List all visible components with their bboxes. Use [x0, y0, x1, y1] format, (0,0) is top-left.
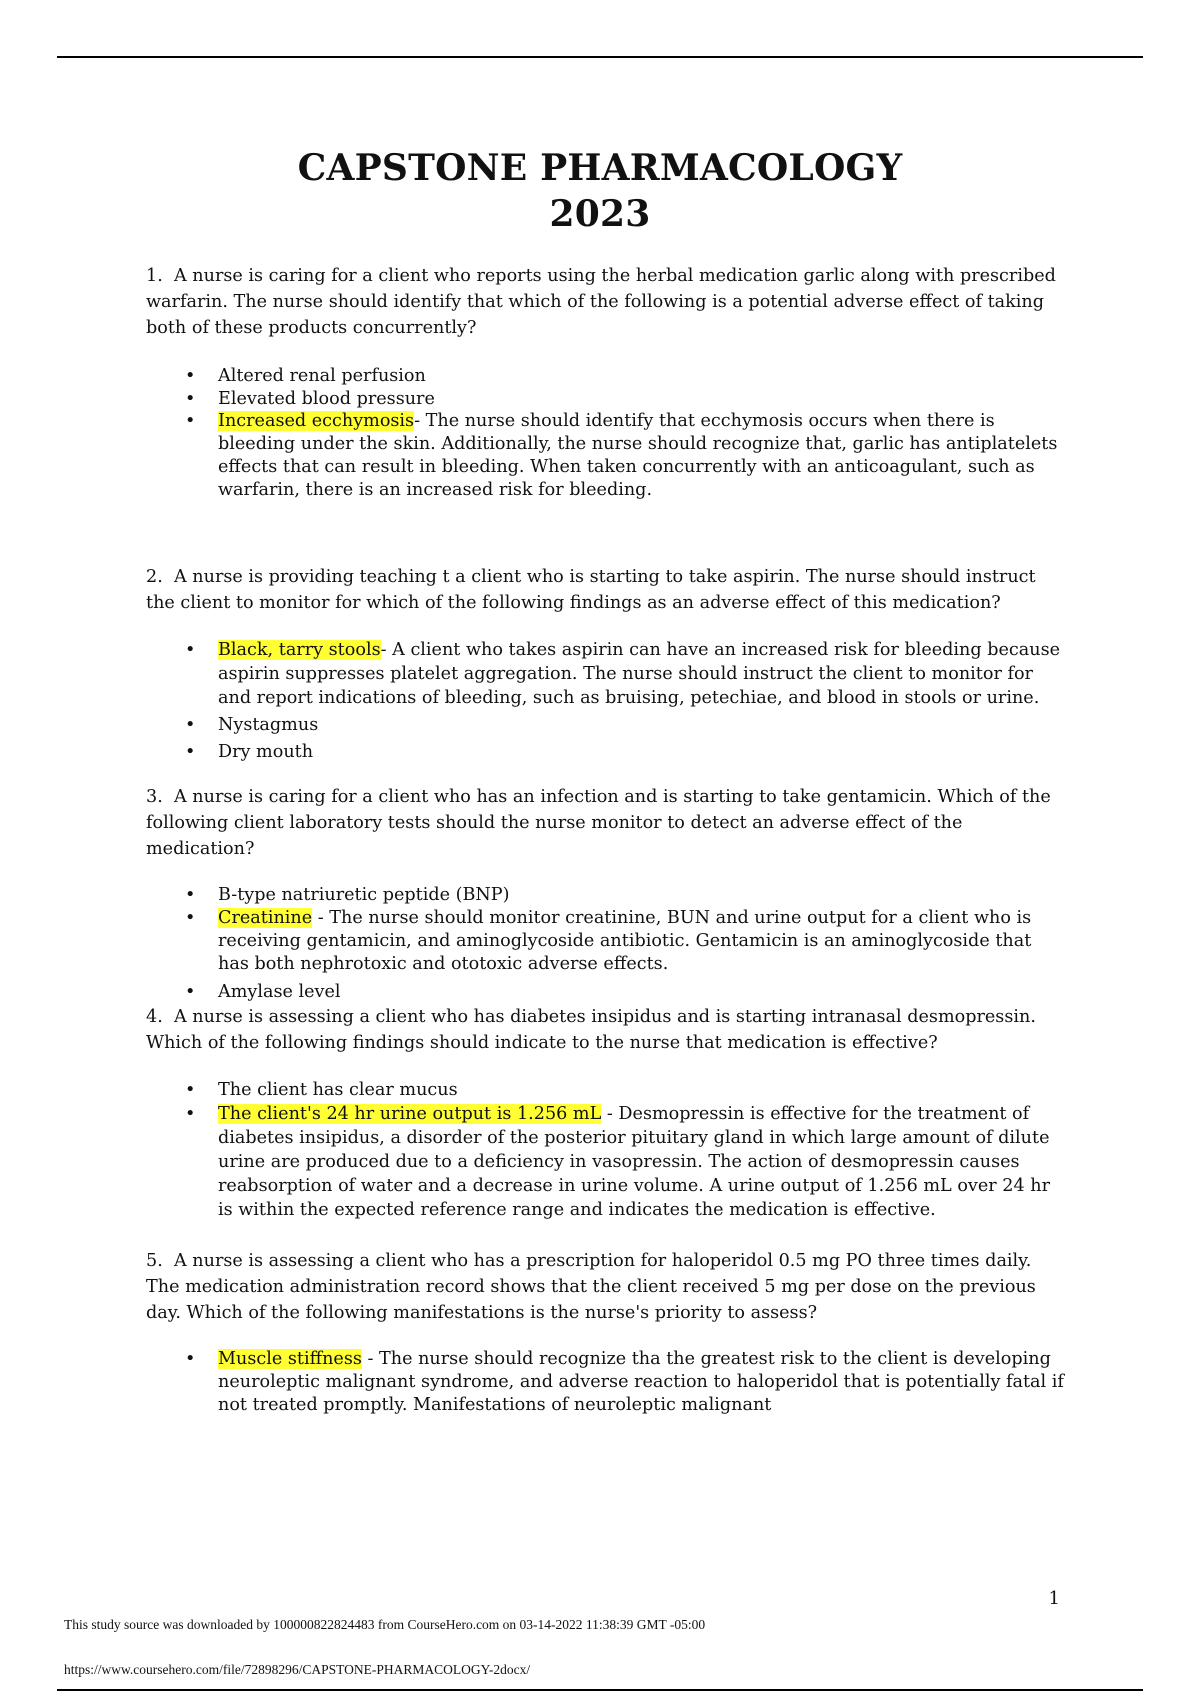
answer-rationale: - Desmopressin is effective for the treatment of diabetes insipidus, a disorder of the posterior pituitary gland in which large amount of dilute urine are produced due to a deficiency in vasopressin. The action of desmopressin causes reabsorption of water and a decrease in urine volume. A urine output of 1.256 mL over 24 hr is within the expected reference range and indicates the medication is effective. [218, 1104, 1051, 1220]
answer-option [146, 884, 1066, 907]
correct-answer-highlight: Black, tarry stools [218, 640, 381, 660]
answer-option [146, 388, 1066, 410]
question-text: A nurse is assessing a client who has diabetes insipidus and is starting intranasal desmopressin. Which of the following findings should indicate to the nurse that medication is effective? [146, 1007, 1036, 1053]
answer-text: Nystagmus [218, 715, 319, 735]
answer-text: Elevated blood pressure [218, 389, 435, 409]
footer-source-notice: This study source was downloaded by 100000822824483 from CourseHero.com on 03-14-2022 11:38:39 GMT -05:00 [64, 1617, 706, 1632]
question-1 [146, 263, 1066, 341]
answer-option [146, 364, 1066, 388]
answer-option [146, 981, 1066, 1004]
question-text: A nurse is assessing a client who has a prescription for haloperidol 0.5 mg PO three times daily. The medication administration record shows that the client received 5 mg per dose on the previous day. Which of the following manifestations is the nurse's priority to assess? [146, 1251, 1036, 1323]
document-title [0, 145, 1200, 237]
question-2 [146, 564, 1066, 616]
answer-text: Altered renal perfusion [218, 366, 426, 386]
answer-option [146, 638, 1066, 710]
answer-list-3 [146, 884, 1066, 1004]
answer-option [146, 1102, 1066, 1222]
answer-list-1 [146, 364, 1066, 502]
question-number: 2. [146, 567, 163, 587]
question-number: 4. [146, 1007, 163, 1027]
question-4 [146, 1004, 1066, 1056]
answer-list-5 [146, 1348, 1066, 1417]
title-line-1: CAPSTONE PHARMACOLOGY [297, 147, 903, 189]
document-body [146, 263, 1066, 1417]
answer-option [146, 713, 1066, 737]
page-number: 1 [1048, 1588, 1060, 1609]
answer-rationale: - The nurse should identify that ecchymosis occurs when there is bleeding under the skin. Additionally, the nurse should recognize that, garlic has antiplatelets effects that can result in bleeding. When taken concurrently with an anticoagulant, such as warfarin, there is an increased risk for bleeding. [218, 411, 1058, 500]
answer-text: B-type natriuretic peptide (BNP) [218, 885, 510, 905]
answer-list-2 [146, 638, 1066, 764]
question-3 [146, 784, 1066, 862]
title-line-2: 2023 [549, 193, 651, 235]
answer-option [146, 740, 1066, 764]
question-text: A nurse is providing teaching t a client who is starting to take aspirin. The nurse should instruct the client to monitor for which of the following findings as an adverse effect of this medication? [146, 567, 1036, 613]
correct-answer-highlight: Creatinine [218, 908, 313, 928]
question-number: 3. [146, 787, 163, 807]
correct-answer-highlight: Muscle stiffness [218, 1349, 362, 1369]
answer-option [146, 1078, 1066, 1102]
answer-rationale: - The nurse should monitor creatinine, BUN and urine output for a client who is receiving gentamicin, and aminoglycoside antibiotic. Gentamicin is an aminoglycoside that has both nephrotoxic and ototoxic adverse effects. [218, 908, 1032, 974]
question-text: A nurse is caring for a client who reports using the herbal medication garlic along with prescribed warfarin. The nurse should identify that which of the following is a potential adverse effect of taking both of these products concurrently? [146, 266, 1056, 338]
top-rule [57, 56, 1143, 58]
answer-option [146, 1348, 1066, 1417]
question-number: 1. [146, 266, 163, 286]
correct-answer-highlight: The client's 24 hr urine output is 1.256 mL [218, 1104, 602, 1124]
question-5 [146, 1248, 1066, 1326]
bottom-rule [57, 1689, 1143, 1691]
correct-answer-highlight: Increased ecchymosis [218, 411, 415, 431]
answer-list-4 [146, 1078, 1066, 1222]
footer-url: https://www.coursehero.com/file/72898296/CAPSTONE-PHARMACOLOGY-2docx/ [64, 1662, 531, 1677]
question-number: 5. [146, 1251, 163, 1271]
question-text: A nurse is caring for a client who has an infection and is starting to take gentamicin. Which of the following client laboratory tests should the nurse monitor to detect an adverse effect of the medication? [146, 787, 1051, 859]
answer-text: Amylase level [218, 982, 341, 1002]
answer-option [146, 410, 1066, 502]
answer-rationale: - The nurse should recognize tha the greatest risk to the client is developing neuroleptic malignant syndrome, and adverse reaction to haloperidol that is potentially fatal if not treated promptly. Manifestations of neuroleptic malignant [218, 1349, 1064, 1415]
answer-rationale: - A client who takes aspirin can have an increased risk for bleeding because aspirin suppresses platelet aggregation. The nurse should instruct the client to monitor for and report indications of bleeding, such as bruising, petechiae, and blood in stools or urine. [218, 640, 1061, 708]
answer-text: Dry mouth [218, 742, 314, 762]
answer-text: The client has clear mucus [218, 1080, 458, 1100]
answer-option [146, 907, 1066, 976]
